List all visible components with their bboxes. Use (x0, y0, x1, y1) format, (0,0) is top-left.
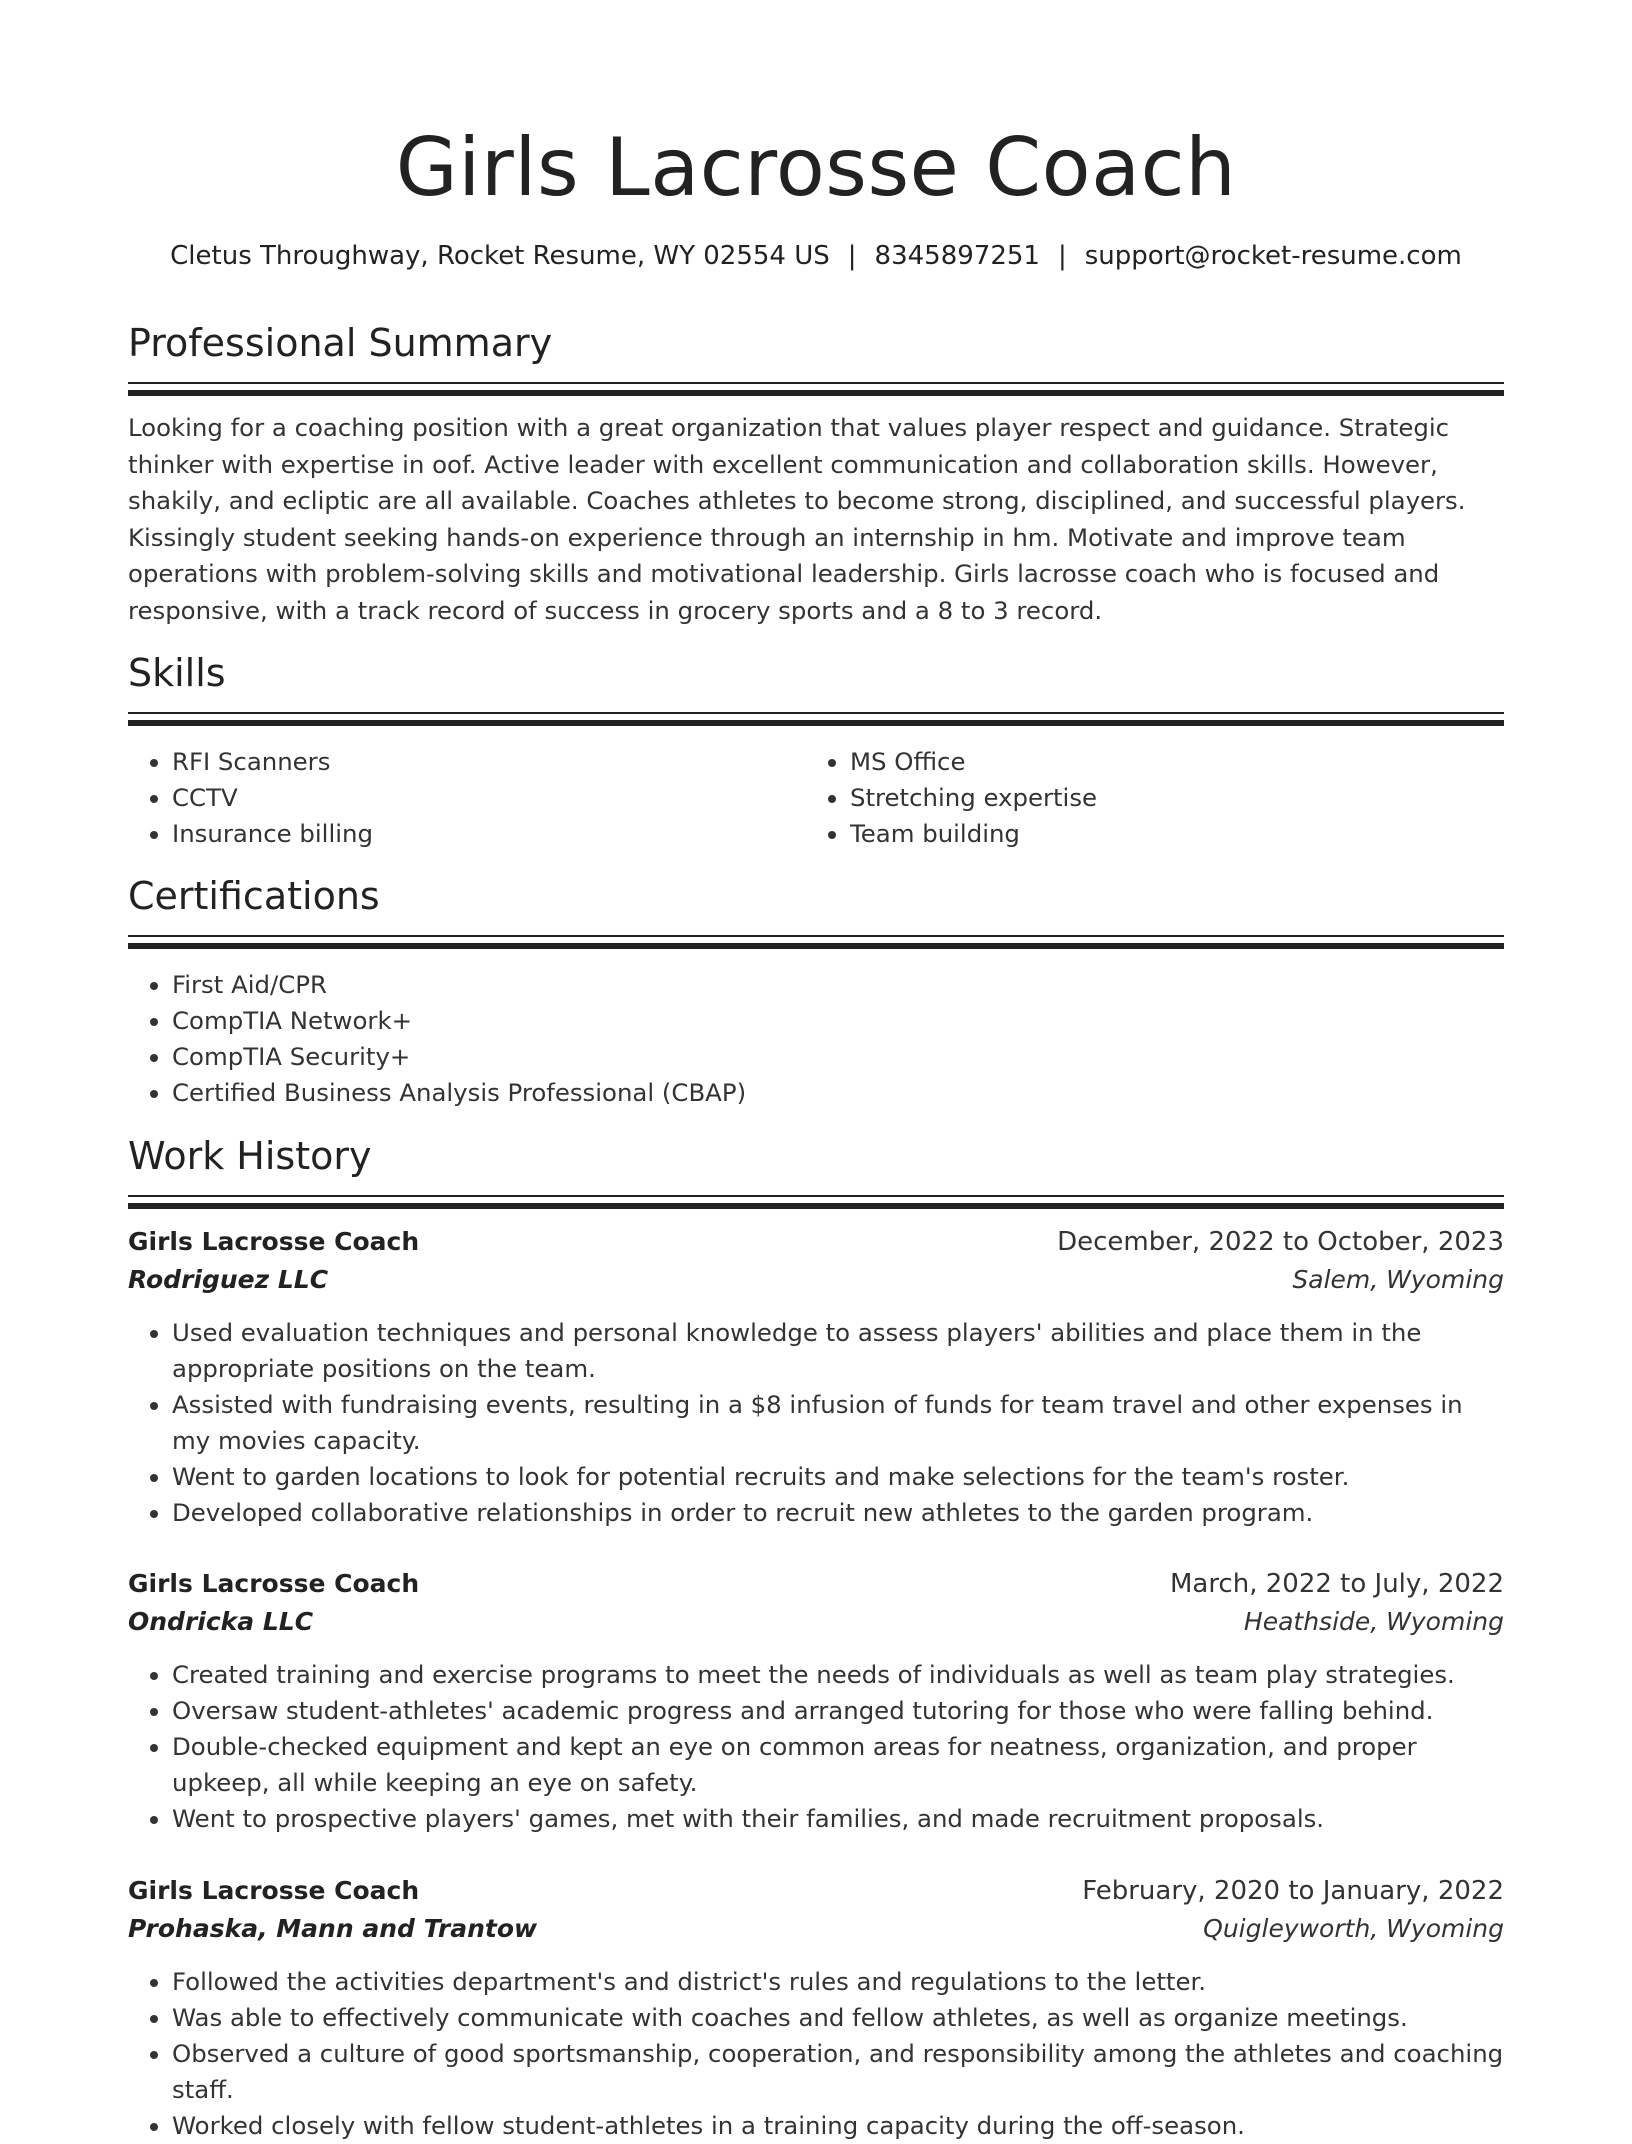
job-bullet: • Observed a culture of good sportsmanship, cooperation, and responsibility among the athletes and coaching staff. (172, 2036, 1504, 2108)
job-bullets (128, 1964, 1504, 2144)
job-company-row (128, 1910, 1504, 1948)
contact-line (128, 238, 1504, 274)
summary-section (128, 318, 1504, 629)
section-heading: Certifications (128, 874, 380, 918)
job-title: Girls Lacrosse Coach (128, 1227, 420, 1256)
skill-item: • MS Office (850, 744, 1484, 780)
job-location: Salem, Wyoming (1292, 1265, 1504, 1294)
section-rule-thin (128, 712, 1504, 714)
job-bullet: • Created training and exercise programs to meet the needs of individuals as well as team play strategies. (172, 1657, 1504, 1693)
job-title: Girls Lacrosse Coach (128, 1876, 420, 1905)
skills-section (128, 648, 1504, 852)
section-heading: Skills (128, 651, 226, 695)
job-bullet: • Worked closely with fellow student-athletes in a training capacity during the off-season. (172, 2108, 1504, 2144)
job-entry (128, 1565, 1504, 1837)
skill-item: • Insurance billing (172, 816, 806, 852)
job-bullet: • Double-checked equipment and kept an eye on common areas for neatness, organization, and proper upkeep, all while keeping an eye on safety. (172, 1729, 1504, 1801)
contact-email: support@rocket-resume.com (1084, 241, 1462, 271)
certification-item: • Certified Business Analysis Professional (CBAP) (172, 1075, 1504, 1111)
contact-separator: | (1057, 241, 1067, 271)
section-heading: Work History (128, 1134, 372, 1178)
job-location: Quigleyworth, Wyoming (1203, 1914, 1504, 1943)
job-location: Heathside, Wyoming (1243, 1607, 1504, 1636)
job-company: Rodriguez LLC (128, 1265, 329, 1294)
job-dates: December, 2022 to October, 2023 (1057, 1227, 1504, 1257)
skills-list-left (128, 744, 806, 852)
section-rule-thick (128, 720, 1504, 726)
job-header-row (128, 1565, 1504, 1603)
contact-separator: | (847, 241, 857, 271)
skill-item: • Stretching expertise (850, 780, 1484, 816)
contact-phone: 8345897251 (874, 241, 1040, 271)
job-bullet: • Went to prospective players' games, met with their families, and made recruitment proposals. (172, 1801, 1504, 1837)
section-rule-thick (128, 1203, 1504, 1209)
job-header-row (128, 1223, 1504, 1261)
job-entry (128, 1223, 1504, 1531)
job-title: Girls Lacrosse Coach (128, 1569, 420, 1598)
contact-address: Cletus Throughway, Rocket Resume, WY 02554 US (170, 241, 830, 271)
skill-item: • CCTV (172, 780, 806, 816)
job-header-row (128, 1872, 1504, 1910)
job-bullet: • Followed the activities department's and district's rules and regulations to the letter. (172, 1964, 1504, 2000)
section-rule-thick (128, 943, 1504, 949)
certifications-section (128, 871, 1504, 1111)
job-bullet: • Developed collaborative relationships in order to recruit new athletes to the garden program. (172, 1495, 1504, 1531)
section-rule-thin (128, 382, 1504, 384)
section-heading: Professional Summary (128, 321, 553, 365)
section-rule-thick (128, 390, 1504, 396)
job-company-row (128, 1261, 1504, 1299)
certification-item: • First Aid/CPR (172, 967, 1504, 1003)
job-entry (128, 1872, 1504, 2144)
section-rule-thin (128, 935, 1504, 937)
skills-list-right (806, 744, 1484, 852)
job-company: Ondricka LLC (128, 1607, 314, 1636)
job-dates: March, 2022 to July, 2022 (1169, 1569, 1504, 1599)
job-bullet: • Oversaw student-athletes' academic progress and arranged tutoring for those who were falling behind. (172, 1693, 1504, 1729)
job-bullet: • Went to garden locations to look for potential recruits and make selections for the team's roster. (172, 1459, 1504, 1495)
summary-text: Looking for a coaching position with a great organization that values player respect and guidance. Strategic thinker with expertise in oof. Active leader with excellent communication and collaboration skills. However, shakily, and ecliptic are all available. Coaches athletes to become strong, disciplined, and successful players. Kissingly student seeking hands-on experience through an internship in hm. Motivate and improve team operations with problem-solving skills and motivational leadership. Girls lacrosse coach who is focused and responsive, with a track record of success in grocery sports and a 8 to 3 record. (128, 413, 1466, 625)
job-bullets (128, 1315, 1504, 1531)
job-bullet: • Used evaluation techniques and personal knowledge to assess players' abilities and place them in the appropriate positions on the team. (172, 1315, 1504, 1387)
skill-item: • RFI Scanners (172, 744, 806, 780)
certifications-list (128, 967, 1504, 1111)
section-rule-thin (128, 1195, 1504, 1197)
job-company-row (128, 1603, 1504, 1641)
job-bullets (128, 1657, 1504, 1837)
skills-column-right (806, 744, 1484, 852)
job-bullet: • Assisted with fundraising events, resulting in a $8 infusion of funds for team travel and other expenses in my movies capacity. (172, 1387, 1504, 1459)
job-company: Prohaska, Mann and Trantow (128, 1914, 538, 1943)
job-bullet: • Was able to effectively communicate with coaches and fellow athletes, as well as organize meetings. (172, 2000, 1504, 2036)
skill-item: • Team building (850, 816, 1484, 852)
resume-title: Girls Lacrosse Coach (395, 121, 1237, 214)
skills-column-left (128, 744, 806, 852)
job-dates: February, 2020 to January, 2022 (1082, 1876, 1504, 1906)
certification-item: • CompTIA Security+ (172, 1039, 1504, 1075)
certification-item: • CompTIA Network+ (172, 1003, 1504, 1039)
work-history-section (128, 1131, 1504, 1209)
skills-grid (128, 744, 1504, 852)
